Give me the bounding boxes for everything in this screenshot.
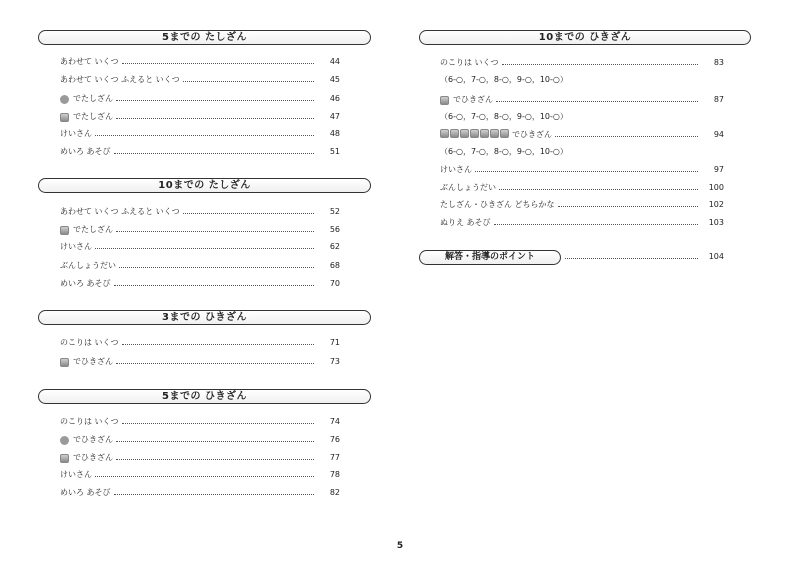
toc-row-label: のこりは いくつ bbox=[60, 338, 119, 347]
section-title: 5までの ひきざん bbox=[162, 391, 247, 402]
toc-row-label: あわせて いくつ ふえると いくつ bbox=[60, 207, 180, 216]
toc-row[interactable] bbox=[60, 205, 340, 219]
leader-dots bbox=[116, 362, 314, 364]
toc-row-page: 56 bbox=[329, 225, 340, 234]
toc-row-page: 48 bbox=[329, 129, 340, 138]
subtraction-range-note: （6-○，7-○，8-○，9-○，10-○） bbox=[440, 75, 568, 84]
toc-row[interactable] bbox=[60, 55, 340, 69]
leader-dots bbox=[95, 134, 314, 136]
leader-dots bbox=[122, 62, 314, 64]
gray-squares-group-icon bbox=[440, 128, 510, 142]
toc-row-page: 102 bbox=[708, 200, 724, 209]
toc-row[interactable] bbox=[440, 181, 724, 195]
toc-row-label: あわせて いくつ ふえると いくつ bbox=[60, 75, 180, 84]
toc-row-page: 77 bbox=[329, 453, 340, 462]
toc-row-page: 83 bbox=[713, 58, 724, 67]
leader-dots bbox=[116, 99, 314, 101]
toc-row[interactable] bbox=[60, 127, 340, 141]
toc-row[interactable] bbox=[60, 145, 340, 159]
leader-dots bbox=[119, 266, 314, 268]
toc-row-page: 87 bbox=[713, 95, 724, 104]
toc-row[interactable] bbox=[60, 110, 340, 124]
toc-row-label: たしざん・ひきざん どちらかな bbox=[440, 200, 555, 209]
toc-row-label: ぬりえ あそび bbox=[440, 218, 491, 227]
toc-row-label: めいろ あそび bbox=[60, 279, 111, 288]
toc-row-label: のこりは いくつ bbox=[440, 58, 499, 67]
section-title: 3までの ひきざん bbox=[162, 312, 247, 323]
toc-row[interactable] bbox=[60, 92, 340, 106]
toc-row-label: あわせて いくつ bbox=[60, 57, 119, 66]
toc-row-page: 70 bbox=[329, 279, 340, 288]
toc-row-label: けいさん bbox=[60, 470, 92, 479]
section-header-hikizan-5 bbox=[38, 389, 371, 404]
toc-row[interactable] bbox=[60, 73, 340, 87]
leader-dots bbox=[475, 170, 698, 172]
leader-dots bbox=[502, 63, 698, 65]
toc-row[interactable] bbox=[440, 56, 724, 70]
toc-row-label: でひきざん bbox=[73, 435, 113, 444]
toc-row[interactable] bbox=[440, 198, 724, 212]
gray-square-icon bbox=[440, 129, 449, 138]
page-number: 5 bbox=[396, 541, 404, 551]
answers-header[interactable] bbox=[419, 250, 561, 265]
gray-circle-icon bbox=[60, 436, 69, 445]
toc-row-label: けいさん bbox=[440, 165, 472, 174]
leader-dots bbox=[555, 135, 698, 137]
toc-row-label: でたしざん bbox=[73, 94, 113, 103]
toc-row-page: 97 bbox=[713, 165, 724, 174]
gray-square-icon bbox=[60, 358, 69, 367]
toc-row[interactable] bbox=[440, 163, 724, 177]
section-header-hikizan-3 bbox=[38, 310, 371, 325]
toc-row[interactable] bbox=[60, 451, 340, 465]
leader-dots bbox=[114, 284, 314, 286]
toc-row[interactable] bbox=[60, 259, 340, 273]
gray-square-icon bbox=[450, 129, 459, 138]
gray-square-icon bbox=[460, 129, 469, 138]
subtraction-range-note: （6-○，7-○，8-○，9-○，10-○） bbox=[440, 147, 568, 156]
toc-row[interactable] bbox=[60, 415, 340, 429]
toc-row[interactable] bbox=[440, 93, 724, 107]
section-header-tashizan-5 bbox=[38, 30, 371, 45]
toc-row-page: 52 bbox=[329, 207, 340, 216]
toc-row-page: 44 bbox=[329, 57, 340, 66]
gray-square-icon bbox=[60, 113, 69, 122]
toc-row[interactable] bbox=[60, 277, 340, 291]
toc-row[interactable] bbox=[440, 216, 724, 230]
toc-row-page: 62 bbox=[329, 242, 340, 251]
toc-row[interactable] bbox=[60, 468, 340, 482]
section-header-hikizan-10 bbox=[419, 30, 751, 45]
leader-dots bbox=[116, 440, 314, 442]
toc-row-page: 71 bbox=[329, 338, 340, 347]
toc-row-page: 45 bbox=[329, 75, 340, 84]
gray-square-icon bbox=[60, 454, 69, 463]
toc-row[interactable] bbox=[60, 223, 340, 237]
toc-row-page: 94 bbox=[713, 130, 724, 139]
toc-row-label: でたしざん bbox=[73, 225, 113, 234]
toc-row-label: でひきざん bbox=[453, 95, 493, 104]
toc-row-page: 74 bbox=[329, 417, 340, 426]
toc-row-label: のこりは いくつ bbox=[60, 417, 119, 426]
toc-row[interactable] bbox=[60, 355, 340, 369]
toc-row[interactable] bbox=[60, 433, 340, 447]
gray-square-icon bbox=[60, 226, 69, 235]
leader-dots bbox=[116, 230, 314, 232]
leader-dots bbox=[122, 343, 314, 345]
leader-dots bbox=[114, 493, 314, 495]
toc-row-label: ぶんしょうだい bbox=[60, 261, 116, 270]
section-title: 10までの たしざん bbox=[158, 180, 251, 191]
toc-row-page: 82 bbox=[329, 488, 340, 497]
subtraction-range-note: （6-○，7-○，8-○，9-○，10-○） bbox=[440, 112, 568, 121]
gray-square-icon bbox=[480, 129, 489, 138]
toc-row-label: でひきざん bbox=[73, 357, 113, 366]
leader-dots bbox=[565, 257, 698, 259]
toc-row[interactable] bbox=[60, 240, 340, 254]
leader-dots bbox=[183, 80, 314, 82]
leader-dots bbox=[114, 152, 314, 154]
section-title: 5までの たしざん bbox=[162, 32, 247, 43]
leader-dots bbox=[95, 247, 314, 249]
toc-row-label: けいさん bbox=[60, 242, 92, 251]
leader-dots bbox=[95, 475, 314, 477]
leader-dots bbox=[183, 212, 314, 214]
toc-row-page: 100 bbox=[708, 183, 724, 192]
answers-page: 104 bbox=[708, 252, 724, 261]
toc-row[interactable] bbox=[60, 486, 340, 500]
toc-row-page: 51 bbox=[329, 147, 340, 156]
leader-dots bbox=[122, 422, 314, 424]
toc-row[interactable] bbox=[440, 128, 724, 142]
leader-dots bbox=[116, 458, 314, 460]
answers-title: 解答・指導のポイント bbox=[444, 252, 535, 262]
toc-row-label: ぶんしょうだい bbox=[440, 183, 496, 192]
toc-row-label: めいろ あそび bbox=[60, 147, 111, 156]
toc-row-page: 103 bbox=[708, 218, 724, 227]
toc-row-page: 73 bbox=[329, 357, 340, 366]
toc-row-label: でたしざん bbox=[73, 112, 113, 121]
toc-row-label: めいろ あそび bbox=[60, 488, 111, 497]
gray-square-icon bbox=[500, 129, 509, 138]
leader-dots bbox=[496, 100, 698, 102]
toc-row[interactable] bbox=[60, 336, 340, 350]
toc-row-label: でひきざん bbox=[512, 130, 552, 139]
gray-square-icon bbox=[470, 129, 479, 138]
leader-dots bbox=[116, 117, 314, 119]
answers-row[interactable] bbox=[565, 250, 724, 264]
toc-row-page: 78 bbox=[329, 470, 340, 479]
section-title: 10までの ひきざん bbox=[538, 32, 632, 43]
toc-row-page: 46 bbox=[329, 94, 340, 103]
toc-row-label: けいさん bbox=[60, 129, 92, 138]
toc-row-page: 68 bbox=[329, 261, 340, 270]
toc-row-page: 47 bbox=[329, 112, 340, 121]
gray-square-icon bbox=[440, 96, 449, 105]
leader-dots bbox=[558, 205, 698, 207]
section-header-tashizan-10 bbox=[38, 178, 371, 193]
toc-row-page: 76 bbox=[329, 435, 340, 444]
gray-square-icon bbox=[490, 129, 499, 138]
gray-circle-icon bbox=[60, 95, 69, 104]
leader-dots bbox=[494, 223, 698, 225]
toc-row-label: でひきざん bbox=[73, 453, 113, 462]
leader-dots bbox=[499, 188, 698, 190]
